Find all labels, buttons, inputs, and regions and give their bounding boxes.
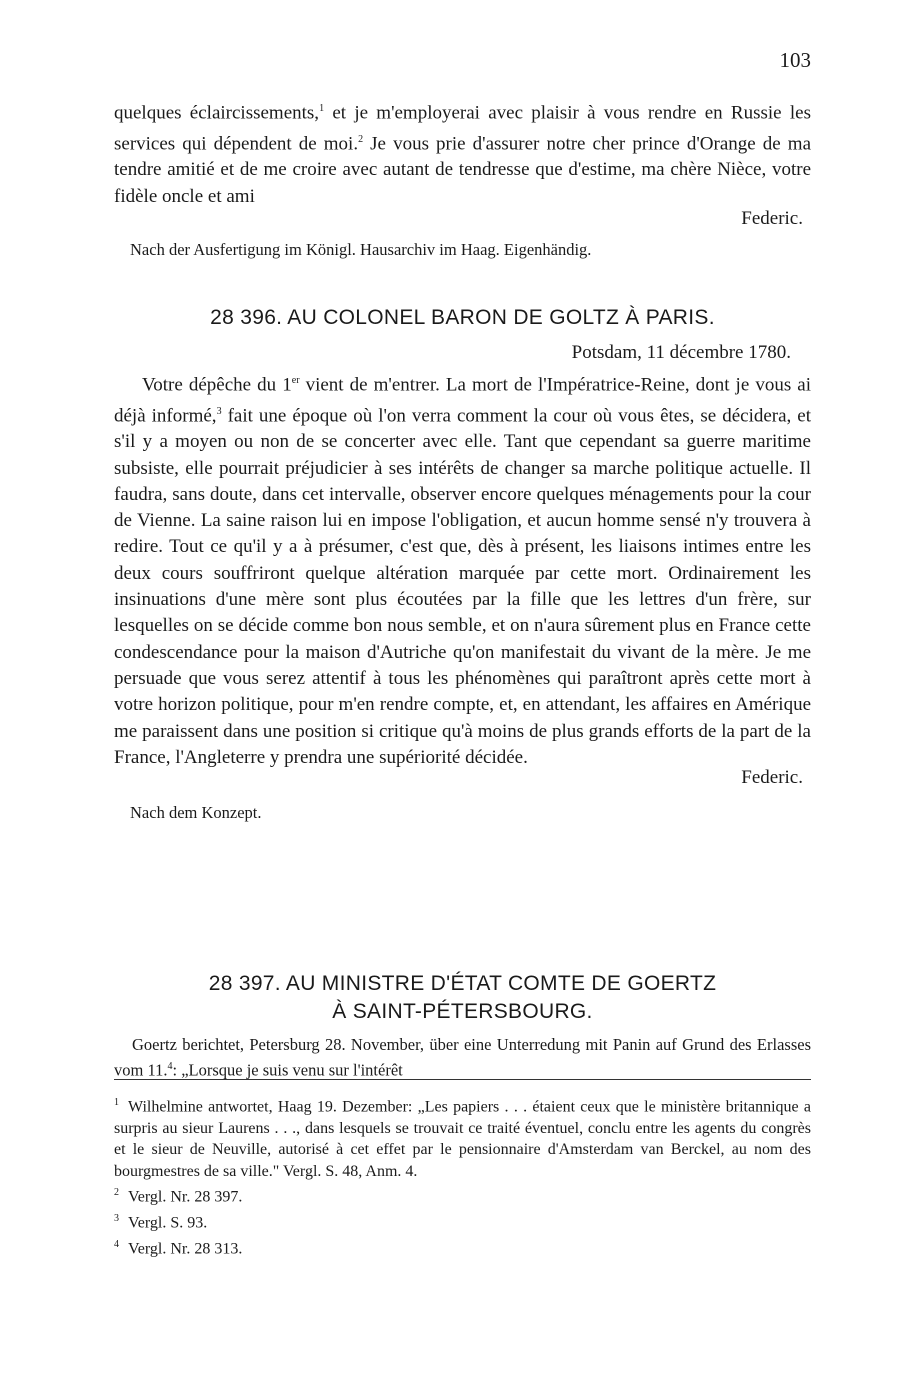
dateline: Potsdam, 11 décembre 1780. (571, 342, 791, 363)
ordinal-suffix: er (291, 375, 300, 386)
footnote-ref-1: 1 (319, 103, 325, 114)
footnote-1: $^1$ Wilhelmine antwortet, Haag 19. Dezember: „Les papiers . . . étaient ceux que le ministère britannique a surpris au sieur Laurens . . ., dans lesquels se trouvait ce traité éventuel, conclu entre les agents du congrès et le sieur de Neuville, autorisé à cet effet par le pensionnaire d'Amsterdam van Berckel, au nom des bourgmestres de sa ville." Vergl. S. 48, Anm. 4. (114, 1097, 811, 1180)
letter-heading-line-2: À SAINT-PÉTERSBOURG. (332, 1000, 593, 1023)
footnote-ref-4: 4 (167, 1061, 173, 1072)
footnotes (114, 1092, 811, 1260)
letter-28396 (114, 304, 811, 823)
source-note: Nach der Ausfertigung im Königl. Hausarchiv im Haag. Eigenhändig. (130, 239, 592, 259)
letter-28397 (114, 970, 811, 1082)
letter-continuation (114, 96, 811, 260)
footnote-4: $^4$ Vergl. Nr. 28 313. (114, 1238, 243, 1258)
continuation-paragraph: quelques éclaircissements,$^1$ et je m'employerai avec plaisir à vous rendre en Russie les services qui dépendent de moi.$^2$ Je vous prie d'assurer notre cher prince d'Orange de ma tendre amitié et de me croire avec autant de tendresse que d'estime, ma chère Nièce, votre fidèle oncle et ami (114, 102, 811, 207)
signature: Federic. (741, 767, 803, 789)
signature: Federic. (741, 207, 803, 229)
letter-body: Votre dépêche du 1er vient de m'entrer. La mort de l'Impératrice-Reine, dont je vous ai déjà informé,$^3$ fait une époque où l'on verra comment la cour où vous êtes, se décidera, et s'il y a moyen ou non de se concerter avec elle. Tant que cependant sa guerre maritime subsiste, elle pourrait préjudicier à ses intérêts de changer sa marche politique actuelle. Il faudra, sans doute, dans cet intervalle, observer encore quelques ménagements pour la cour de Vienne. La saine raison lui en impose l'obligation, et aucun homme sensé n'y trouvera à redire. Tout ce qu'il y a à présumer, c'est que, dès à présent, les liaisons intimes entre les deux cours souffriront quelque altération marquée par cette mort. Ordinairement les insinuations d'une mère sont plus écoutées par la fille que les lettres d'un frère, sur lesquelles on se décide comme bon nous semble, et on n'aura sûrement plus en France cette condescendance pour la maison d'Autriche qu'on manifestait du vivant de la mère. Je me persuade que vous serez attentif à tous les phénomènes qui paraîtront après cette mort à votre horizon politique, pour m'en rendre compte, et, en attendant, les affaires en Amérique me paraissent dans une position si critique qu'à moins de plus grands efforts de la part de la France, l'Angleterre y prendra une supériorité décidée. (114, 374, 812, 768)
footnote-2: $^2$ Vergl. Nr. 28 397. (114, 1187, 243, 1206)
footnote-3: $^3$ Vergl. S. 93. (114, 1213, 208, 1232)
source-note: Nach dem Konzept. (130, 803, 262, 823)
letter-heading-line-1: 28 397. AU MINISTRE D'ÉTAT COMTE DE GOERTZ (208, 972, 717, 995)
footnote-divider (114, 1079, 811, 1080)
footnote-ref-3: 3 (216, 405, 222, 417)
letter-heading: 28 396. AU COLONEL BARON DE GOLTZ À PARIS. (210, 306, 715, 329)
report-summary: Goertz berichtet, Petersburg 28. November, über eine Unterredung mit Panin auf Grund des Erlasses vom 11.$^4$: „Lorsque je suis venu sur l'intérêt (114, 1035, 811, 1080)
page-number: 103 (779, 48, 811, 72)
footnote-ref-2: 2 (358, 133, 364, 145)
